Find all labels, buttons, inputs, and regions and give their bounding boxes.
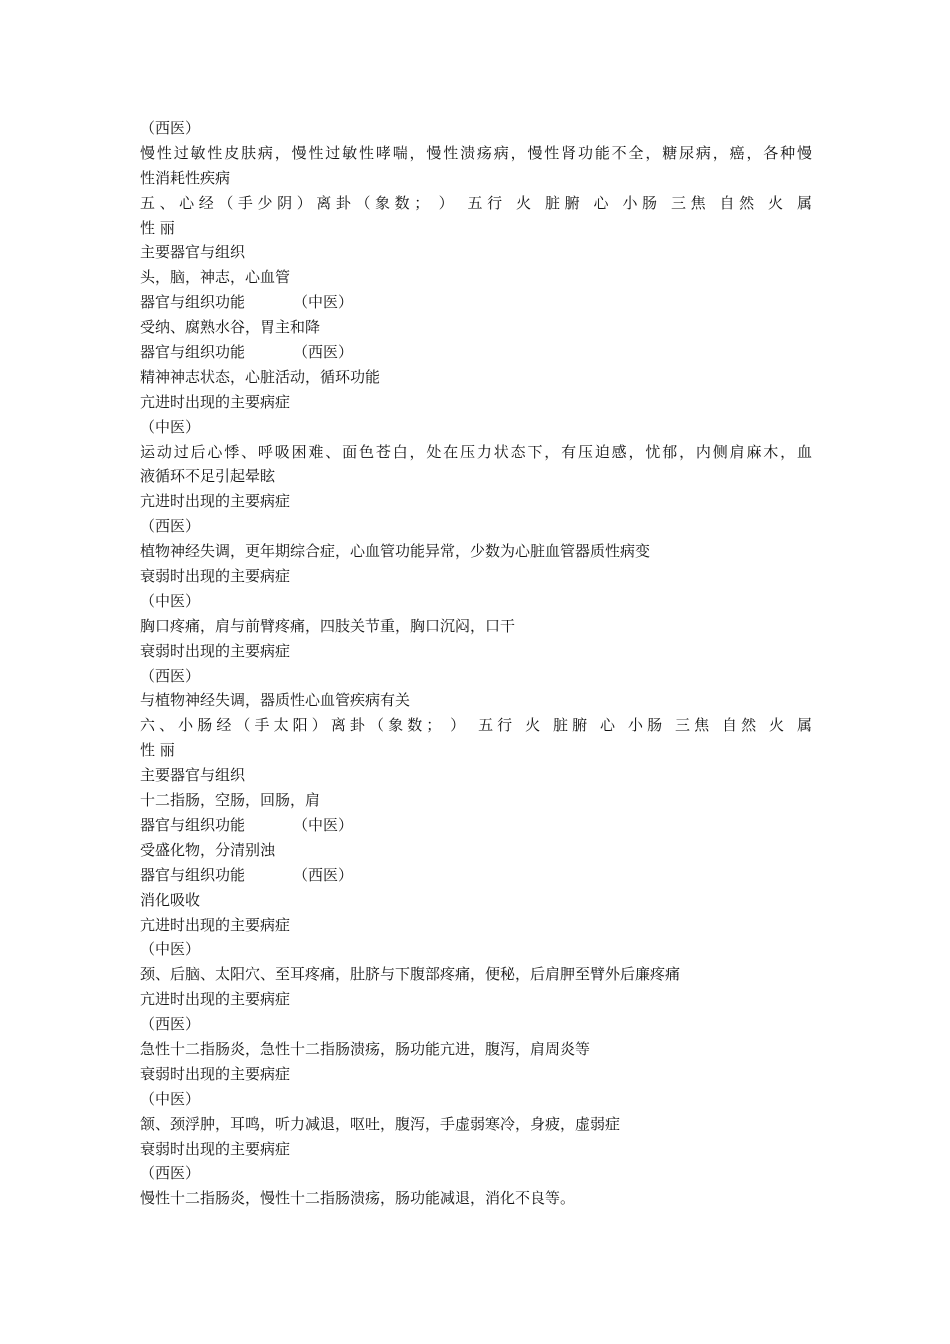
row-label: 器官与组织功能	[140, 293, 246, 312]
text-line: （西医）	[140, 517, 201, 536]
text-line: （中医）	[140, 417, 201, 436]
text-line: 急性十二指肠炎，急性十二指肠溃疡，肠功能亢进，腹泻，肩周炎等	[140, 1039, 591, 1058]
text-line: 运动过后心悸、呼吸困难、面色苍白，处在压力状态下，有压迫感，忧郁，内侧肩麻木，血	[140, 442, 812, 461]
text-line: （西医）	[140, 666, 201, 685]
label-row	[140, 340, 812, 365]
text-line: 性 丽	[140, 741, 175, 760]
text-line: 颈、后脑、太阳穴、至耳疼痛，肚脐与下腹部疼痛，便秘，后肩胛至臂外后廉疼痛	[140, 965, 681, 984]
text-line: 受盛化物，分清别浊	[140, 840, 276, 859]
section-heading-small-intestine-meridian: 六、小肠经（手太阳）离卦（象数； ） 五行 火 脏腑 心 小肠 三焦 自然 火 属	[140, 716, 812, 735]
row-tag: （中医）	[293, 293, 354, 312]
text-line: 颔、颈浮肿，耳鸣，听力减退，呕吐，腹泻，手虚弱寒冷，身疲，虚弱症	[140, 1114, 621, 1133]
section-heading-heart-meridian: 五、心经（手少阴）离卦（象数； ） 五行 火 脏腑 心 小肠 三焦 自然 火 属	[140, 193, 812, 212]
text-line: 衰弱时出现的主要病症	[140, 567, 291, 586]
row-tag: （西医）	[293, 865, 354, 884]
text-line: 头，脑，神志，心血管	[140, 268, 291, 287]
label-row	[140, 290, 812, 315]
text-line: 性 丽	[140, 218, 175, 237]
row-label: 器官与组织功能	[140, 815, 246, 834]
text-line: 亢进时出现的主要病症	[140, 492, 291, 511]
text-line: 衰弱时出现的主要病症	[140, 641, 291, 660]
row-label: 器官与组织功能	[140, 343, 246, 362]
text-line: 植物神经失调，更年期综合症，心血管功能异常，少数为心脏血管器质性病变	[140, 542, 651, 561]
text-line: 亢进时出现的主要病症	[140, 392, 291, 411]
text-line: 慢性过敏性皮肤病，慢性过敏性哮喘，慢性溃疡病，慢性肾功能不全，糖尿病，癌，各种慢	[140, 143, 812, 162]
text-line: （西医）	[140, 1015, 201, 1034]
text-line: 主要器官与组织	[140, 766, 246, 785]
text-line: 液循环不足引起晕眩	[140, 467, 276, 486]
text-line: 慢性十二指肠炎，慢性十二指肠溃疡，肠功能减退，消化不良等。	[140, 1189, 576, 1208]
text-line: 与植物神经失调，器质性心血管疾病有关	[140, 691, 411, 710]
text-line: 衰弱时出现的主要病症	[140, 1139, 291, 1158]
row-label: 器官与组织功能	[140, 865, 246, 884]
text-line: 精神神志状态，心脏活动，循环功能	[140, 367, 381, 386]
label-row	[140, 863, 812, 888]
document-body	[140, 116, 812, 1211]
text-line: 受纳、腐熟水谷，胃主和降	[140, 318, 321, 337]
text-line: （中医）	[140, 940, 201, 959]
text-line: 十二指肠，空肠，回肠，肩	[140, 791, 321, 810]
row-tag: （西医）	[293, 343, 354, 362]
row-tag: （中医）	[293, 815, 354, 834]
text-line: （中医）	[140, 1089, 201, 1108]
text-line: 亢进时出现的主要病症	[140, 990, 291, 1009]
text-line: 胸口疼痛，肩与前臂疼痛，四肢关节重，胸口沉闷，口干	[140, 616, 516, 635]
text-line: 主要器官与组织	[140, 243, 246, 262]
text-line: 消化吸收	[140, 890, 201, 909]
text-line: （西医）	[140, 1164, 201, 1183]
text-line: （西医）	[140, 119, 201, 137]
text-line: 性消耗性疾病	[140, 168, 231, 187]
text-line: （中医）	[140, 591, 201, 610]
label-row	[140, 813, 812, 838]
text-line: 亢进时出现的主要病症	[140, 915, 291, 934]
text-line: 衰弱时出现的主要病症	[140, 1064, 291, 1083]
